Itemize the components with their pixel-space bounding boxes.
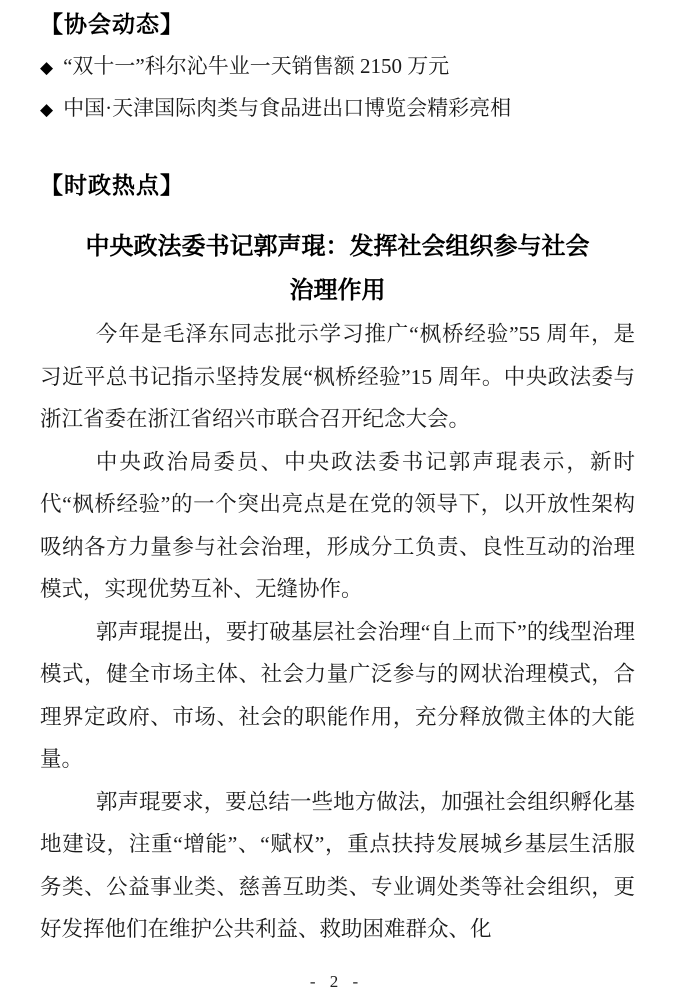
diamond-bullet-icon: ◆ — [40, 100, 54, 119]
article-paragraph-2: 中央政治局委员、中央政法委书记郭声琨表示，新时代“枫桥经验”的一个突出亮点是在党的领导下，以开放性架构吸纳各方力量参与社会治理，形成分工负责、良性互动的治理模式，实现优势互补、无缝协作。 — [40, 449, 635, 601]
bullet-text-koerqin-sales: “双十一”科尔沁牛业一天销售额 2150 万元 — [63, 54, 450, 78]
bullet-text-tianjin-expo: 中国·天津国际肉类与食品进出口博览会精彩亮相 — [63, 96, 512, 120]
section-heading-politics-hotspot: 【时政热点】 — [40, 172, 184, 198]
article-paragraph-1: 今年是毛泽东同志批示学习推广“枫桥经验”55 周年，是习近平总书记指示坚持发展“枫桥经验”15 周年。中央政法委与浙江省委在浙江省绍兴市联合召开纪念大会。 — [40, 322, 635, 431]
list-item — [40, 93, 635, 125]
article-paragraph-4: 郭声琨要求，要总结一些地方做法，加强社会组织孵化基地建设，注重“增能”、“赋权”，重点扶持发展城乡基层生活服务类、公益事业类、慈善互助类、专业调处类等社会组织，更好发挥他们在维护公共利益、救助困难群众、化 — [40, 789, 635, 941]
diamond-bullet-icon: ◆ — [40, 58, 54, 77]
section-heading-association-news: 【协会动态】 — [40, 11, 184, 37]
article-title — [40, 225, 635, 313]
article-title-line-1: 中央政法委书记郭声琨：发挥社会组织参与社会 — [85, 234, 590, 260]
article-paragraph-3: 郭声琨提出，要打破基层社会治理“自上而下”的线型治理模式，健全市场主体、社会力量广泛参与的网状治理模式，合理界定政府、市场、社会的职能作用，充分释放微主体的大能量。 — [40, 619, 635, 771]
list-item — [40, 51, 635, 83]
article-title-line-2: 治理作用 — [289, 278, 386, 304]
page-number: - 2 - — [309, 972, 364, 991]
